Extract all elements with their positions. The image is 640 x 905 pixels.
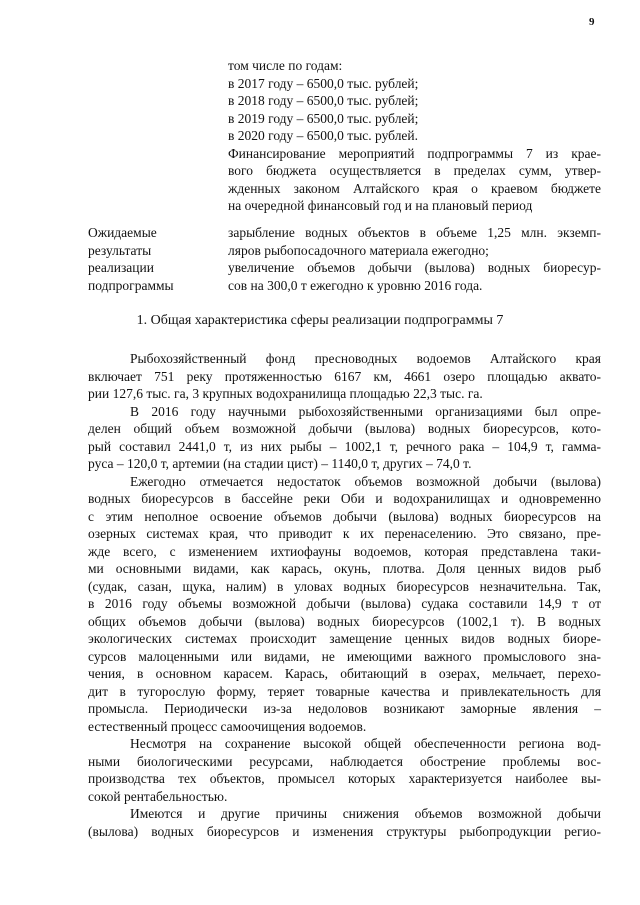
text-line: ляров рыбопосадочного материала ежегодно; [228, 242, 489, 258]
text-line: Ожидаемые [88, 225, 157, 240]
paragraph-line: Рыбохозяйственный фонд пресноводных водоемов Алтайского края [130, 351, 601, 366]
paragraph-line: ми основными видами, как карась, окунь, плотва. Доля ценных видов рыб [88, 561, 601, 576]
paragraph-line: производства тех объектов, промысел которых характеризуется наиболее вы- [88, 771, 601, 786]
paragraph-line: (вылова) водных биоресурсов и изменения структуры рыбопродукции регио- [88, 823, 601, 839]
text-line: в 2020 году – 6500,0 тыс. рублей. [228, 128, 419, 143]
text-line: реализации [88, 260, 154, 275]
text-line: Финансирование мероприятий подпрограммы 7 из крае- [228, 145, 601, 161]
text-line: результаты [88, 242, 152, 258]
paragraph-line: Ежегодно отмечается недостаток объемов возможной добычи (вылова) [130, 473, 601, 489]
text-line: вого бюджета осуществляется в пределах сумм, утвер- [228, 163, 601, 178]
text-line: увеличение объемов добычи (вылова) водных биоресур- [228, 260, 601, 275]
paragraph-line: рый составил 2441,0 т, из них рыбы – 1002,1 т, речного рака – 104,9 т, гамма- [88, 438, 601, 454]
paragraph-line: жде всего, с изменением ихтиофауны водоемов, которая представлена таки- [88, 543, 601, 559]
paragraph-line: Несмотря на сохранение высокой общей обеспеченности региона вод- [130, 736, 601, 751]
body-text [88, 350, 601, 840]
text-line: сов на 300,0 т ежегодно к уровню 2016 года. [228, 277, 483, 293]
text-line: том числе по годам: [228, 58, 343, 73]
paragraph-line: водных биоресурсов в бассейне реки Оби и водохранилищах и одновременно [88, 491, 601, 506]
paragraph-line: включает 751 реку протяженностью 6167 км, 4661 озеро площадью аквато- [88, 368, 601, 384]
paragraph-line: сурсов малоценными или видами, не имеющими важного промыслового зна- [88, 648, 601, 664]
paragraph-line: в 2016 году объемы возможной добычи (вылова) судака составили 14,9 т от [88, 596, 601, 611]
text-line: в 2017 году – 6500,0 тыс. рублей; [228, 75, 419, 91]
paragraph-line: экологических системах происходит замещение ценных видов водных биоре- [88, 631, 601, 646]
expected-results-text [228, 224, 601, 294]
paragraph-line: сокой рентабельностью. [88, 788, 228, 804]
paragraph-line: общих объемов добычи (вылова) водных биоресурсов (1002,1 т). В водных [88, 613, 601, 629]
funding-by-year-block [228, 57, 601, 215]
text-line: зарыбление водных объектов в объеме 1,25 млн. экземп- [228, 225, 601, 240]
paragraph-line: с этим неполное освоение объемов добычи (вылова) водных биоресурсов на [88, 508, 601, 524]
paragraph-line: естественный процесс самоочищения водоемов. [88, 718, 367, 734]
paragraph-line: ными биологическими ресурсами, наблюдается обострение проблемы вос- [88, 753, 601, 769]
section-title: 1. Общая характеристика сферы реализации подпрограммы 7 [136, 313, 504, 328]
text-line: подпрограммы [88, 277, 174, 293]
paragraph-line: промысла. Периодически из-за недоловов возникают заморные явления – [88, 701, 601, 716]
text-line: в 2018 году – 6500,0 тыс. рублей; [228, 93, 419, 108]
paragraph-line: чения, в основном карасем. Карась, обитающий в озерах, мельчает, перехо- [88, 666, 601, 681]
text-line: в 2019 году – 6500,0 тыс. рублей; [228, 110, 419, 126]
paragraph-line: озерных системах края, что приводит к их перенаселению. Это связано, пре- [88, 526, 601, 541]
page-number: 9 [589, 16, 595, 28]
paragraph-line: дит в тугорослую форму, теряет товарные качества и привлекательность для [88, 683, 601, 699]
paragraph-line: делен общий объем возможной добычи (вылова) водных биоресурсов, кото- [88, 421, 601, 436]
paragraph-line: Имеются и другие причины снижения объемов возможной добычи [130, 806, 601, 821]
paragraph-line: (судак, сазан, щука, налим) в уловах водных биоресурсов незначительна. Так, [88, 578, 601, 594]
expected-results-label [88, 224, 218, 294]
text-line: жденных законом Алтайского края о краевом бюджете [228, 180, 601, 196]
paragraph-line: руса – 120,0 т, артемии (на стадии цист) – 1140,0 т, других – 74,0 т. [88, 456, 472, 471]
text-line: на очередной финансовый год и на плановый период [228, 198, 533, 213]
paragraph-line: В 2016 году научными рыбохозяйственными организациями был опре- [130, 403, 601, 419]
paragraph-line: рии 127,6 тыс. га, 3 крупных водохранилища площадью 22,3 тыс. га. [88, 386, 483, 401]
